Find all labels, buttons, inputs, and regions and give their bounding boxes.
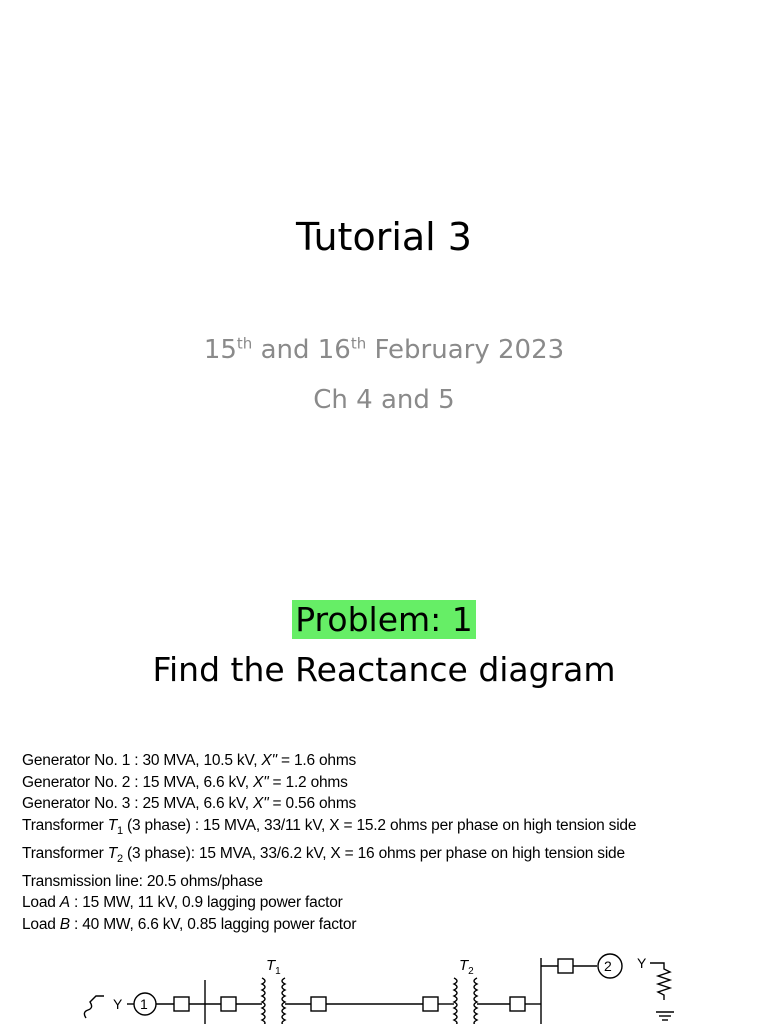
single-line-diagram bbox=[0, 950, 768, 1024]
breaker-4 bbox=[423, 997, 438, 1011]
spec-symbol: X" bbox=[253, 773, 269, 791]
spec-line bbox=[22, 815, 762, 843]
spec-symbol: T bbox=[107, 844, 118, 862]
spec-text: = 0.56 ohms bbox=[268, 795, 357, 813]
spec-line bbox=[22, 772, 762, 794]
t1-label bbox=[266, 957, 281, 977]
date-day-2: 16 bbox=[317, 335, 351, 365]
wye-right-label: Y bbox=[637, 955, 647, 971]
spec-text: Transmission line: 20.5 ohms/phase bbox=[22, 872, 263, 890]
spec-line bbox=[22, 793, 762, 815]
spec-line bbox=[22, 871, 762, 893]
date-day-1: 15 bbox=[203, 335, 237, 365]
spec-line bbox=[22, 914, 762, 936]
spec-text: : 15 MW, 11 kV, 0.9 lagging power factor bbox=[69, 894, 343, 912]
spec-text: = 1.6 ohms bbox=[276, 752, 357, 769]
t2-primary-coil bbox=[454, 978, 457, 1024]
t1-primary-coil bbox=[262, 978, 265, 1024]
breaker-2 bbox=[221, 997, 236, 1011]
spec-subscript: 2 bbox=[117, 853, 123, 865]
ground-resistor-icon bbox=[650, 963, 670, 1000]
spec-text: Generator No. 3 : 25 MVA, 6.6 kV, bbox=[22, 795, 253, 813]
spec-text: = 1.2 ohms bbox=[268, 773, 348, 791]
date-suffix-2: th bbox=[350, 334, 367, 353]
date-suffix-1: th bbox=[236, 334, 253, 353]
spec-subscript: 1 bbox=[117, 825, 123, 838]
spec-symbol: X" bbox=[253, 795, 269, 813]
spec-text: Load bbox=[22, 916, 60, 934]
generator-2-label: 2 bbox=[604, 958, 612, 974]
spec-symbol: X" bbox=[261, 752, 277, 769]
wye-left-label: Y bbox=[113, 996, 123, 1012]
breaker-3 bbox=[311, 997, 326, 1011]
problem-label: Problem: 1 bbox=[292, 600, 476, 639]
chapters-line: Ch 4 and 5 bbox=[313, 385, 455, 415]
ground-left-icon bbox=[84, 996, 104, 1018]
t2-label-sub: 2 bbox=[468, 966, 474, 977]
spec-text: Transformer bbox=[22, 844, 108, 862]
spec-symbol: A bbox=[59, 894, 70, 912]
t2-label-main: T bbox=[459, 957, 469, 974]
breaker-6 bbox=[558, 959, 573, 973]
generator-1-label: 1 bbox=[140, 996, 148, 1012]
spec-text: (3 phase): 15 MVA, 33/6.2 kV, X = 16 ohms per phase on high tension side bbox=[122, 844, 625, 862]
spec-text: Load bbox=[22, 894, 60, 912]
spec-text: Transformer bbox=[22, 817, 108, 835]
date-line bbox=[0, 335, 768, 365]
diagram-svg bbox=[0, 950, 768, 1024]
t1-label-main: T bbox=[266, 957, 276, 974]
date-month-year: February 2023 bbox=[366, 335, 565, 365]
spec-text: Generator No. 1 : 30 MVA, 10.5 kV, bbox=[22, 752, 262, 769]
date-and: and bbox=[252, 335, 318, 365]
spec-text: (3 phase) : 15 MVA, 33/11 kV, X = 15.2 ohms per phase on high tension side bbox=[122, 817, 637, 835]
t1-label-sub: 1 bbox=[275, 966, 281, 977]
spec-line bbox=[22, 750, 762, 772]
spec-line bbox=[22, 843, 762, 871]
breaker-1 bbox=[174, 997, 189, 1011]
t1-secondary-coil bbox=[282, 978, 285, 1024]
t2-secondary-coil bbox=[474, 978, 477, 1024]
spec-symbol: T bbox=[107, 817, 118, 835]
specs-list bbox=[22, 750, 762, 936]
spec-text: Generator No. 2 : 15 MVA, 6.6 kV, bbox=[22, 773, 253, 791]
spec-line bbox=[22, 892, 762, 914]
slide-title: Tutorial 3 bbox=[296, 215, 472, 259]
spec-symbol: B bbox=[59, 916, 70, 934]
t2-label bbox=[459, 957, 474, 977]
breaker-5 bbox=[510, 997, 525, 1011]
problem-task: Find the Reactance diagram bbox=[152, 650, 616, 689]
spec-text: : 40 MW, 6.6 kV, 0.85 lagging power factor bbox=[69, 916, 357, 934]
problem-heading bbox=[0, 600, 768, 639]
